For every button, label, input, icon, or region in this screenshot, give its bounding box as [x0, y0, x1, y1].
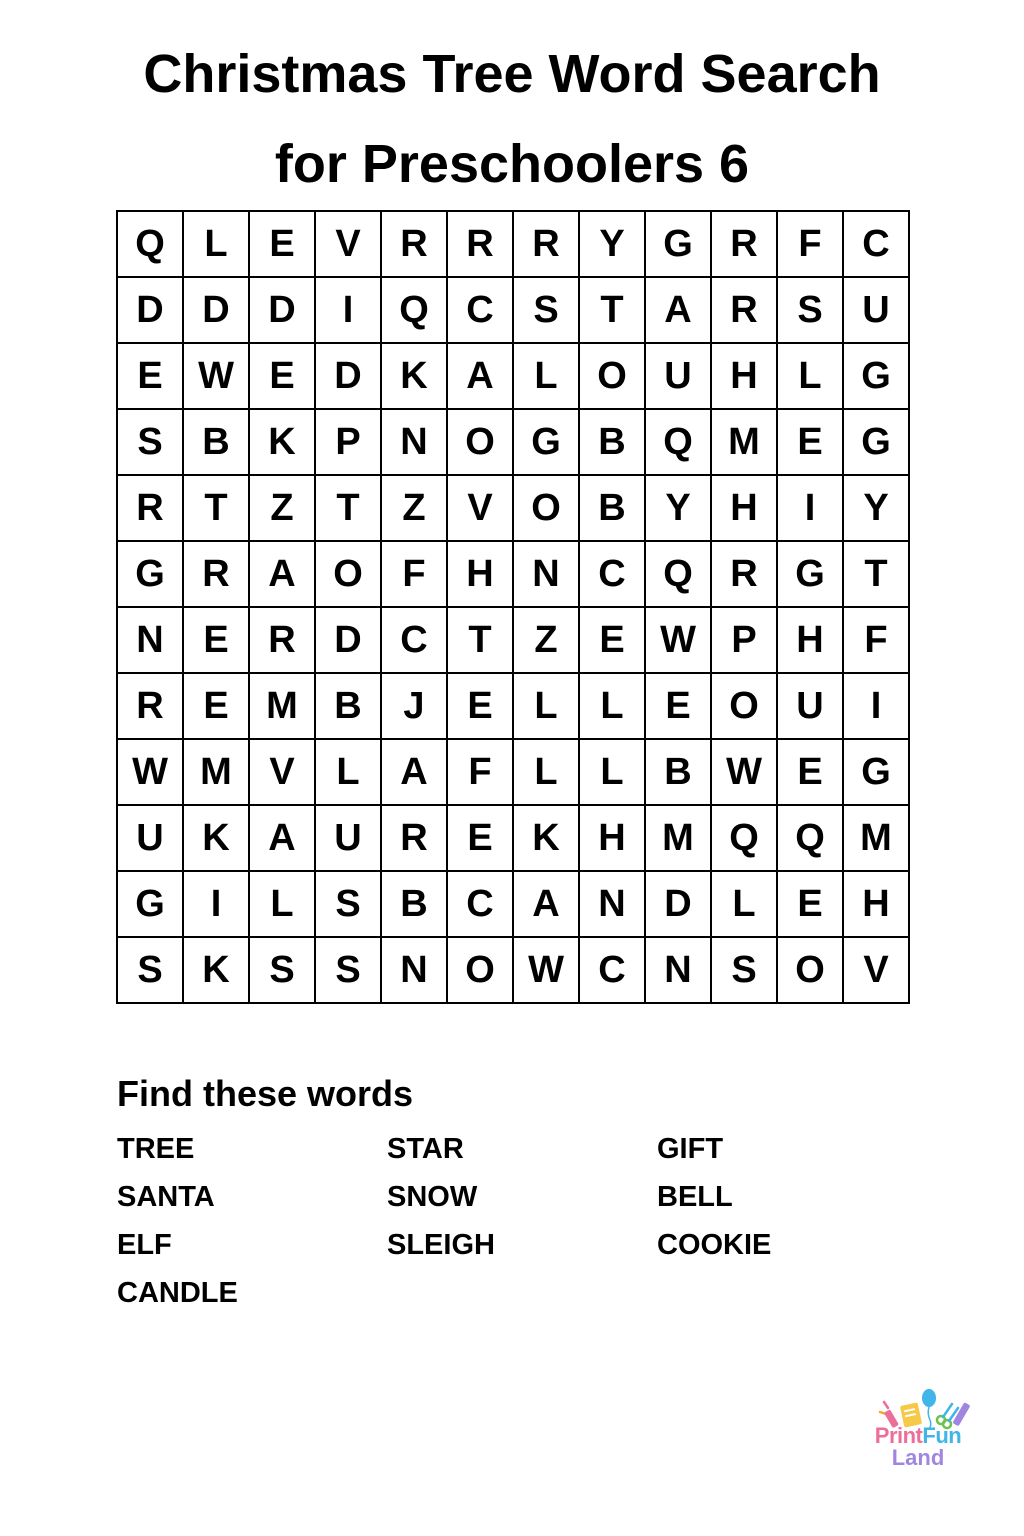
- grid-cell: Z: [381, 475, 447, 541]
- grid-cell: Z: [249, 475, 315, 541]
- grid-cell: U: [843, 277, 909, 343]
- word-list-item: ELF: [117, 1229, 172, 1261]
- logo-land-text: Land: [891, 1445, 945, 1470]
- grid-cell: R: [513, 211, 579, 277]
- grid-cell: C: [843, 211, 909, 277]
- grid-cell: S: [315, 937, 381, 1003]
- grid-cell: A: [645, 277, 711, 343]
- grid-cell: D: [183, 277, 249, 343]
- printfunland-logo: [866, 1388, 976, 1472]
- grid-cell: O: [447, 409, 513, 475]
- grid-cell: L: [315, 739, 381, 805]
- grid-cell: A: [249, 805, 315, 871]
- grid-cell: E: [645, 673, 711, 739]
- grid-row: [117, 211, 909, 277]
- grid-cell: I: [315, 277, 381, 343]
- grid-cell: G: [777, 541, 843, 607]
- grid-cell: A: [249, 541, 315, 607]
- grid-cell: E: [777, 739, 843, 805]
- grid-cell: B: [381, 871, 447, 937]
- grid-cell: V: [315, 211, 381, 277]
- grid-cell: R: [381, 211, 447, 277]
- grid-cell: L: [777, 343, 843, 409]
- grid-cell: A: [381, 739, 447, 805]
- grid-cell: N: [381, 409, 447, 475]
- grid-cell: C: [447, 277, 513, 343]
- grid-cell: R: [711, 541, 777, 607]
- grid-cell: M: [645, 805, 711, 871]
- grid-cell: F: [381, 541, 447, 607]
- grid-row: [117, 409, 909, 475]
- grid-cell: W: [183, 343, 249, 409]
- grid-cell: I: [183, 871, 249, 937]
- grid-cell: E: [183, 607, 249, 673]
- grid-cell: U: [315, 805, 381, 871]
- grid-cell: H: [447, 541, 513, 607]
- grid-cell: H: [579, 805, 645, 871]
- grid-cell: S: [315, 871, 381, 937]
- grid-cell: M: [249, 673, 315, 739]
- grid-cell: P: [711, 607, 777, 673]
- grid-cell: T: [183, 475, 249, 541]
- grid-cell: O: [315, 541, 381, 607]
- grid-cell: W: [513, 937, 579, 1003]
- grid-cell: E: [777, 409, 843, 475]
- grid-cell: S: [513, 277, 579, 343]
- grid-cell: L: [513, 673, 579, 739]
- grid-cell: N: [645, 937, 711, 1003]
- grid-cell: D: [249, 277, 315, 343]
- word-list-item: BELL: [657, 1181, 733, 1213]
- grid-cell: H: [711, 475, 777, 541]
- grid-row: [117, 475, 909, 541]
- grid-cell: U: [777, 673, 843, 739]
- grid-cell: M: [183, 739, 249, 805]
- grid-row: [117, 871, 909, 937]
- grid-row: [117, 805, 909, 871]
- grid-cell: R: [117, 475, 183, 541]
- grid-cell: V: [249, 739, 315, 805]
- grid-cell: L: [183, 211, 249, 277]
- grid-cell: Q: [645, 541, 711, 607]
- grid-cell: T: [447, 607, 513, 673]
- grid-cell: B: [579, 475, 645, 541]
- word-list-heading: Find these words: [117, 1073, 414, 1114]
- word-list-item: COOKIE: [657, 1229, 772, 1261]
- grid-cell: D: [645, 871, 711, 937]
- logo-fun-text: Fun: [922, 1423, 962, 1448]
- grid-cell: E: [183, 673, 249, 739]
- grid-cell: O: [777, 937, 843, 1003]
- grid-cell: R: [183, 541, 249, 607]
- grid-cell: N: [117, 607, 183, 673]
- grid-cell: W: [711, 739, 777, 805]
- grid-cell: G: [513, 409, 579, 475]
- grid-cell: P: [315, 409, 381, 475]
- grid-cell: S: [117, 937, 183, 1003]
- grid-cell: U: [117, 805, 183, 871]
- grid-cell: N: [513, 541, 579, 607]
- grid-cell: L: [579, 673, 645, 739]
- grid-cell: W: [117, 739, 183, 805]
- grid-cell: V: [447, 475, 513, 541]
- grid-cell: H: [843, 871, 909, 937]
- grid-cell: K: [381, 343, 447, 409]
- grid-cell: K: [183, 937, 249, 1003]
- word-list-item: TREE: [117, 1133, 195, 1165]
- grid-cell: Q: [645, 409, 711, 475]
- grid-cell: E: [579, 607, 645, 673]
- grid-cell: E: [249, 343, 315, 409]
- grid-cell: R: [117, 673, 183, 739]
- grid-cell: B: [183, 409, 249, 475]
- grid-cell: V: [843, 937, 909, 1003]
- page-title-line-2: for Preschoolers 6: [274, 134, 750, 194]
- grid-cell: L: [513, 343, 579, 409]
- grid-cell: E: [249, 211, 315, 277]
- grid-cell: G: [117, 541, 183, 607]
- grid-cell: D: [117, 277, 183, 343]
- word-list-item: STAR: [387, 1133, 464, 1165]
- grid-cell: F: [843, 607, 909, 673]
- grid-cell: T: [315, 475, 381, 541]
- logo-print-text: Print: [874, 1423, 923, 1448]
- grid-row: [117, 277, 909, 343]
- grid-cell: C: [381, 607, 447, 673]
- grid-cell: L: [249, 871, 315, 937]
- grid-cell: T: [843, 541, 909, 607]
- word-list-item: SANTA: [117, 1181, 215, 1213]
- grid-cell: U: [645, 343, 711, 409]
- grid-cell: G: [843, 343, 909, 409]
- grid-cell: T: [579, 277, 645, 343]
- grid-cell: L: [513, 739, 579, 805]
- grid-cell: E: [447, 673, 513, 739]
- grid-row: [117, 541, 909, 607]
- grid-cell: D: [315, 607, 381, 673]
- grid-cell: W: [645, 607, 711, 673]
- grid-cell: A: [513, 871, 579, 937]
- grid-cell: O: [579, 343, 645, 409]
- grid-cell: R: [249, 607, 315, 673]
- grid-cell: C: [579, 937, 645, 1003]
- grid-cell: B: [315, 673, 381, 739]
- word-list-item: SLEIGH: [387, 1229, 495, 1261]
- grid-row: [117, 937, 909, 1003]
- grid-cell: Z: [513, 607, 579, 673]
- grid-cell: O: [711, 673, 777, 739]
- grid-cell: K: [249, 409, 315, 475]
- word-list-item: CANDLE: [117, 1277, 238, 1309]
- grid-cell: O: [513, 475, 579, 541]
- word-list-item: GIFT: [657, 1133, 724, 1165]
- grid-cell: C: [447, 871, 513, 937]
- grid-cell: G: [645, 211, 711, 277]
- grid-cell: S: [117, 409, 183, 475]
- grid-cell: S: [777, 277, 843, 343]
- grid-cell: J: [381, 673, 447, 739]
- grid-cell: R: [711, 277, 777, 343]
- word-list-item: SNOW: [387, 1181, 478, 1213]
- grid-cell: F: [447, 739, 513, 805]
- grid-cell: G: [843, 409, 909, 475]
- grid-cell: Y: [843, 475, 909, 541]
- grid-row: [117, 673, 909, 739]
- grid-cell: E: [117, 343, 183, 409]
- grid-cell: G: [843, 739, 909, 805]
- grid-row: [117, 607, 909, 673]
- grid-cell: E: [777, 871, 843, 937]
- grid-cell: Q: [117, 211, 183, 277]
- grid-cell: D: [315, 343, 381, 409]
- grid-cell: N: [381, 937, 447, 1003]
- grid-cell: F: [777, 211, 843, 277]
- grid-cell: B: [579, 409, 645, 475]
- grid-cell: Y: [579, 211, 645, 277]
- grid-cell: N: [579, 871, 645, 937]
- grid-cell: M: [711, 409, 777, 475]
- grid-row: [117, 343, 909, 409]
- grid-cell: L: [579, 739, 645, 805]
- grid-cell: H: [711, 343, 777, 409]
- grid-cell: S: [249, 937, 315, 1003]
- grid-cell: A: [447, 343, 513, 409]
- grid-cell: C: [579, 541, 645, 607]
- grid-cell: S: [711, 937, 777, 1003]
- grid-cell: R: [381, 805, 447, 871]
- grid-cell: R: [711, 211, 777, 277]
- grid-cell: K: [183, 805, 249, 871]
- grid-cell: H: [777, 607, 843, 673]
- grid-cell: R: [447, 211, 513, 277]
- grid-cell: I: [843, 673, 909, 739]
- grid-cell: B: [645, 739, 711, 805]
- grid-cell: L: [711, 871, 777, 937]
- grid-cell: E: [447, 805, 513, 871]
- grid-cell: K: [513, 805, 579, 871]
- page-title-line-1: Christmas Tree Word Search: [143, 44, 881, 104]
- grid-cell: Q: [711, 805, 777, 871]
- grid-cell: M: [843, 805, 909, 871]
- word-search-grid: [116, 210, 910, 1004]
- grid-cell: G: [117, 871, 183, 937]
- grid-cell: Q: [381, 277, 447, 343]
- grid-cell: I: [777, 475, 843, 541]
- grid-cell: Q: [777, 805, 843, 871]
- grid-cell: Y: [645, 475, 711, 541]
- grid-row: [117, 739, 909, 805]
- grid-cell: O: [447, 937, 513, 1003]
